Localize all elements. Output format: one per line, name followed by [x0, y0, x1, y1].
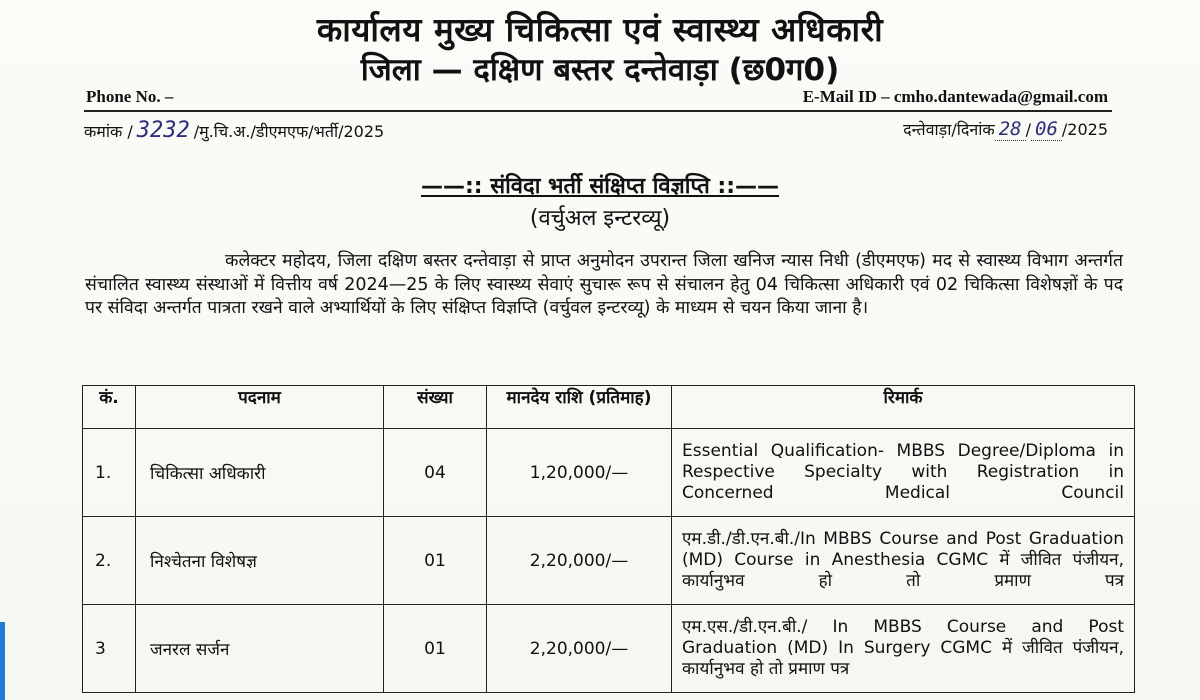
table-row	[83, 429, 1135, 517]
row-remark: एम.डी./डी.एन.बी./In MBBS Course and Post Graduation (MD) Course in Anesthesia CGMC में जीवित पंजीयन, कार्यानुभव हो तो प्रमाण पत्र	[672, 517, 1135, 605]
table-header-row	[83, 386, 1135, 429]
table-row	[83, 605, 1135, 693]
reference-prefix: कमांक /	[84, 122, 133, 141]
row-post: निश्चेतना विशेषज्ञ	[136, 517, 384, 605]
row-pay: 2,20,000/—	[487, 517, 672, 605]
date-day: 28	[998, 118, 1022, 140]
row-sn: 1.	[83, 429, 136, 517]
row-post: चिकित्सा अधिकारी	[136, 429, 384, 517]
header-pay: मानदेय राशि (प्रतिमाह)	[487, 386, 672, 429]
office-title: कार्यालय मुख्य चिकित्सा एवं स्वास्थ्य अधिकारी	[316, 10, 884, 49]
header-post: पदनाम	[136, 386, 384, 429]
row-pay: 1,20,000/—	[487, 429, 672, 517]
row-remark: Essential Qualification- MBBS Degree/Diploma in Respective Specialty with Registration in Concerned Medical Council	[672, 429, 1135, 517]
header-count: संख्या	[384, 386, 487, 429]
notice-paragraph: कलेक्टर महोदय, जिला दक्षिण बस्तर दन्तेवाड़ा से प्राप्त अनुमोदन उपरान्त जिला खनिज न्यास निधी (डीएमएफ) मद से स्वास्थ्य विभाग अन्तर्गत संचालित स्वास्थ्य संस्थाओं में वित्तीय वर्ष 2024—25 के लिए स्वास्थ्य सेवाएं सुचारू रूप से संचालन हेतु 04 चिकित्सा अधिकारी एवं 02 चिकित्सा विशेषज्ञों के पद पर संविदा अन्तर्गत पात्रता रखने वाले अभ्यार्थियों के लिए संक्षिप्त विज्ञप्ति (वर्चुवल इन्टरव्यू) के माध्यम से चयन किया जाना है।	[85, 251, 1123, 318]
row-sn: 3	[83, 605, 136, 693]
vacancy-table	[82, 385, 1135, 693]
reference-handwritten-number: 3232	[136, 118, 190, 143]
row-remark: एम.एस./डी.एन.बी./ In MBBS Course and Post Graduation (MD) In Surgery CGMC में जीवित पंजीयन, कार्यानुभव हो तो प्रमाण पत्र	[672, 605, 1135, 693]
row-post: जनरल सर्जन	[136, 605, 384, 693]
district-title: जिला — दक्षिण बस्तर दन्तेवाड़ा (छ0ग0)	[360, 52, 840, 88]
table-row	[83, 517, 1135, 605]
row-count: 01	[384, 517, 487, 605]
date-year: /2025	[1061, 120, 1108, 139]
email-label: E-Mail ID – cmho.dantewada@gmail.com	[802, 87, 1108, 106]
row-count: 04	[384, 429, 487, 517]
notice-subtitle: (वर्चुअल इन्टरव्यू)	[529, 206, 671, 231]
place-date-label: दन्तेवाड़ा/दिनांक	[903, 120, 995, 139]
header-remark: रिमार्क	[672, 386, 1135, 429]
screen-edge-accent	[0, 622, 5, 700]
reference-number	[84, 118, 384, 143]
phone-label: Phone No. –	[86, 87, 174, 106]
row-sn: 2.	[83, 517, 136, 605]
notice-title: ——:: संविदा भर्ती संक्षिप्त विज्ञप्ति ::——	[420, 174, 780, 199]
header-divider	[84, 110, 1112, 112]
place-date	[903, 118, 1108, 141]
header-sn: कं.	[83, 386, 136, 429]
date-separator: /	[1025, 120, 1031, 139]
row-pay: 2,20,000/—	[487, 605, 672, 693]
date-month: 06	[1035, 118, 1058, 140]
reference-suffix: /मु.चि.अ./डीएमएफ/भर्ती/2025	[193, 122, 385, 141]
row-count: 01	[384, 605, 487, 693]
